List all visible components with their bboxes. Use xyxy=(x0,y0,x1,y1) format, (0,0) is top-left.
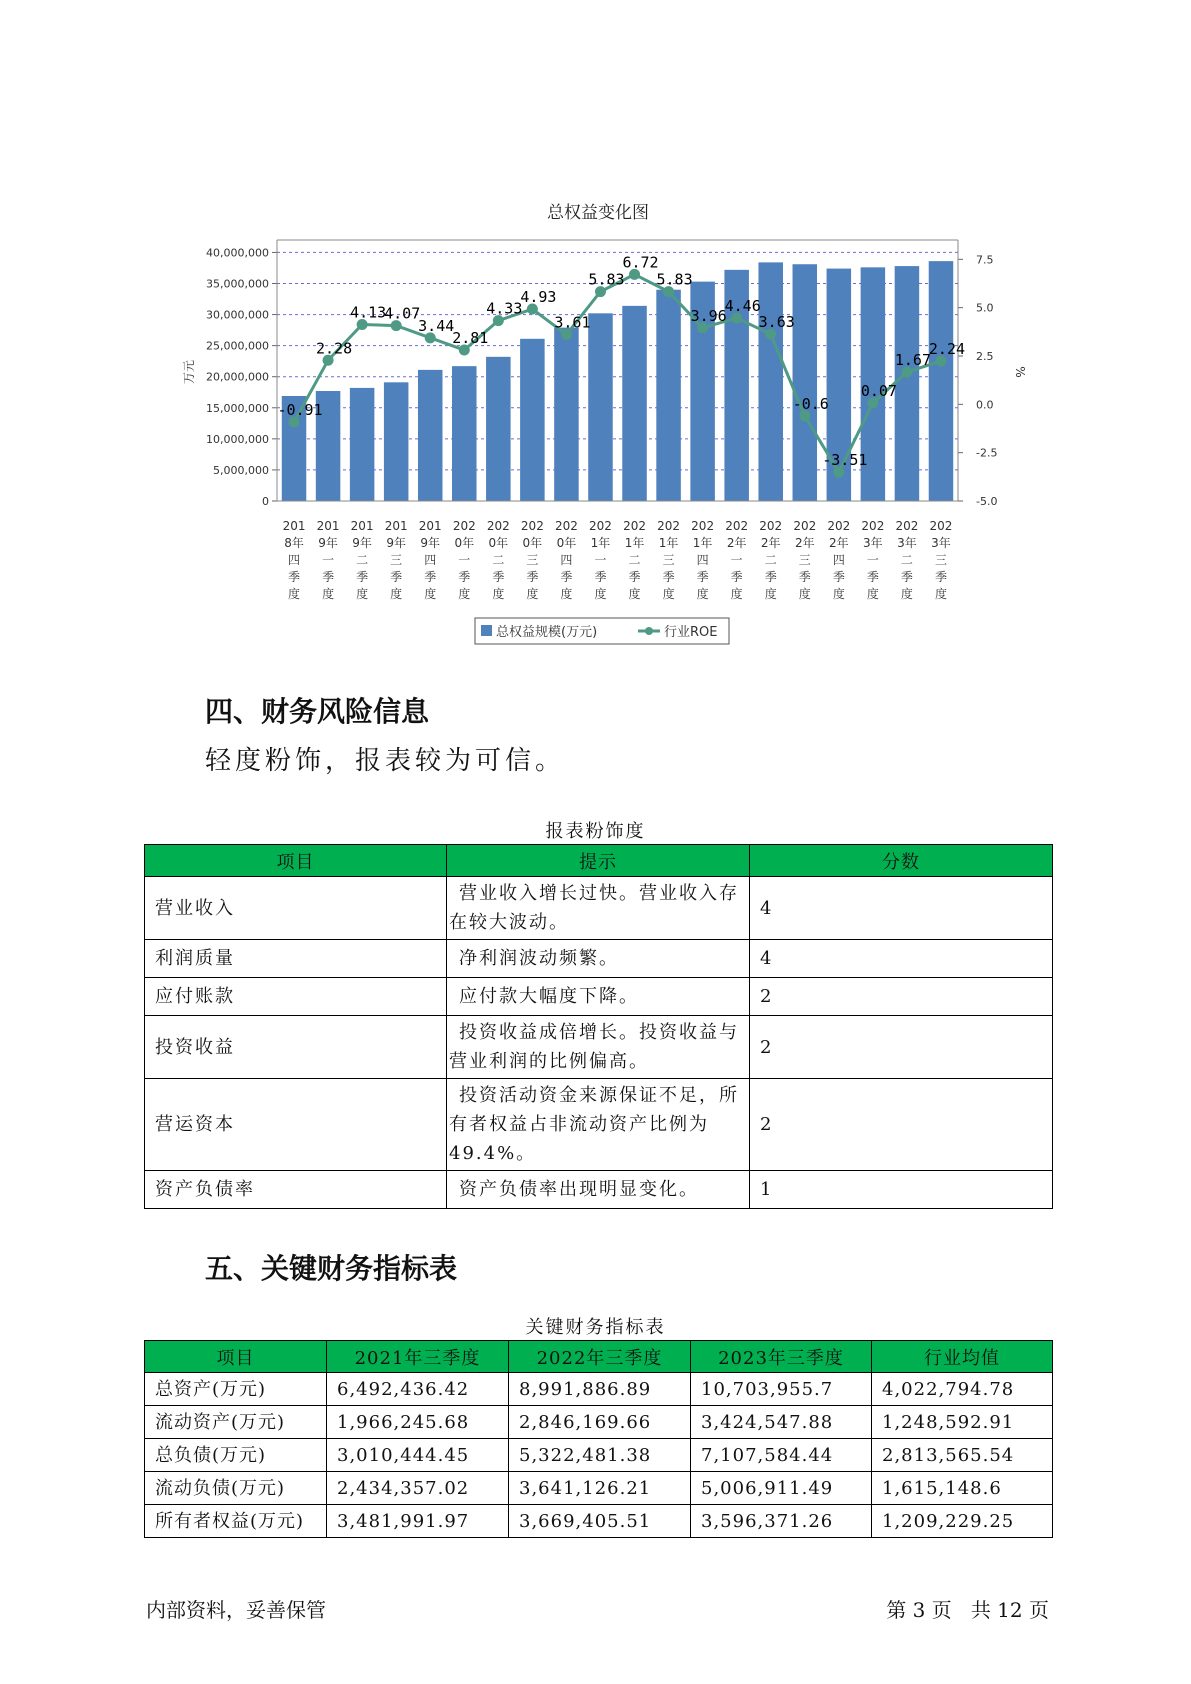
x-tick-label: 度 xyxy=(356,587,369,601)
legend-swatch-point xyxy=(645,627,653,635)
roe-data-label: 1.67 xyxy=(894,351,931,370)
table-row xyxy=(145,1016,1053,1079)
risk-summary-text: 轻度粉饰，报表较为可信。 xyxy=(205,746,566,776)
kpi-header: 2021年三季度 xyxy=(327,1341,509,1373)
x-tick-label: 201 xyxy=(282,519,306,533)
bar xyxy=(656,290,681,501)
x-tick-label: 二 xyxy=(764,553,777,567)
x-tick-label: 度 xyxy=(662,587,675,601)
x-tick-label: 季 xyxy=(390,570,403,584)
x-tick-label: 0年 xyxy=(556,536,577,550)
kpi-value: 4,022,794.78 xyxy=(872,1373,1053,1406)
bar xyxy=(622,306,647,501)
x-tick-label: 1年 xyxy=(624,536,645,550)
x-tick-label: 三 xyxy=(798,553,811,567)
x-tick-label: 季 xyxy=(764,570,777,584)
x-tick-label: 202 xyxy=(793,519,817,533)
x-tick-label: 季 xyxy=(424,570,437,584)
x-tick-label: 度 xyxy=(458,587,471,601)
x-tick-label: 季 xyxy=(526,570,539,584)
table-row xyxy=(145,1373,1053,1406)
table-row xyxy=(145,1505,1053,1538)
x-tick-label: 季 xyxy=(934,570,947,584)
x-tick-label: 201 xyxy=(418,519,442,533)
y2-tick-label: -2.5 xyxy=(976,446,998,460)
roe-data-label: -0.91 xyxy=(277,400,323,419)
bar xyxy=(588,313,613,501)
x-tick-label: 202 xyxy=(520,519,544,533)
x-tick-label: 202 xyxy=(691,519,715,533)
roe-data-label: 3.44 xyxy=(418,316,455,335)
roe-data-label: 3.96 xyxy=(690,306,727,325)
chart-title: 总权益变化图 xyxy=(547,203,649,223)
x-tick-label: 2年 xyxy=(829,536,849,550)
roe-data-label: 6.72 xyxy=(622,253,659,272)
x-tick-label: 四 xyxy=(560,553,573,567)
kpi-value: 10,703,955.7 xyxy=(691,1373,872,1406)
equity-chart-svg xyxy=(0,0,1191,660)
kpi-value: 1,615,148.6 xyxy=(872,1472,1053,1505)
x-tick-label: 3年 xyxy=(931,536,951,550)
y-tick-label: 15,000,000 xyxy=(206,401,269,415)
x-tick-label: 四 xyxy=(424,553,437,567)
x-tick-label: 2年 xyxy=(794,536,815,550)
risk-score: 4 xyxy=(750,940,1053,978)
y-tick-label: 25,000,000 xyxy=(206,339,269,353)
x-tick-label: 季 xyxy=(866,570,879,584)
x-tick-label: 3年 xyxy=(863,536,883,550)
risk-item: 营业收入 xyxy=(145,877,447,940)
x-tick-label: 202 xyxy=(657,519,681,533)
bar xyxy=(793,264,818,501)
kpi-item: 流动负债(万元) xyxy=(145,1472,327,1505)
x-tick-label: 202 xyxy=(589,519,612,533)
x-tick-label: 二 xyxy=(628,553,641,567)
kpi-value: 5,006,911.49 xyxy=(691,1472,872,1505)
risk-item: 资产负债率 xyxy=(145,1171,447,1209)
y-tick-label: 5,000,000 xyxy=(213,463,269,477)
x-tick-label: 季 xyxy=(288,570,301,584)
x-tick-label: 3年 xyxy=(897,536,917,550)
roe-data-label: 3.63 xyxy=(758,313,795,332)
x-tick-label: 一 xyxy=(866,553,879,567)
risk-table-header-row xyxy=(145,845,1053,877)
y-tick-label: 30,000,000 xyxy=(206,308,269,322)
bar xyxy=(486,357,511,501)
bar xyxy=(384,382,409,501)
x-tick-label: 季 xyxy=(560,570,573,584)
risk-item: 投资收益 xyxy=(145,1016,447,1079)
roe-data-label: 2.28 xyxy=(316,339,353,358)
x-tick-label: 季 xyxy=(492,570,505,584)
risk-header-item: 项目 xyxy=(145,845,447,877)
x-tick-label: 202 xyxy=(623,519,646,533)
kpi-item: 总资产(万元) xyxy=(145,1373,327,1406)
table-row xyxy=(145,1439,1053,1472)
y2-tick-label: 5.0 xyxy=(976,301,994,315)
x-tick-label: 二 xyxy=(492,553,505,567)
kpi-value: 7,107,584.44 xyxy=(691,1439,872,1472)
x-tick-label: 2年 xyxy=(726,536,747,550)
x-tick-label: 度 xyxy=(526,587,539,601)
x-tick-label: 三 xyxy=(390,553,403,567)
y2-tick-label: 7.5 xyxy=(976,253,994,267)
risk-item: 应付账款 xyxy=(145,978,447,1016)
risk-score: 1 xyxy=(750,1171,1053,1209)
x-tick-label: 度 xyxy=(492,587,505,601)
y-tick-label: 10,000,000 xyxy=(206,432,269,446)
y-axis-label: 万元 xyxy=(182,359,196,385)
x-tick-label: 季 xyxy=(594,570,607,584)
x-tick-label: 季 xyxy=(798,570,811,584)
x-tick-label: 度 xyxy=(798,587,811,601)
footer-note: 内部资料，妥善保管 xyxy=(146,1598,326,1622)
kpi-value: 1,966,245.68 xyxy=(327,1406,509,1439)
risk-score: 4 xyxy=(750,877,1053,940)
y2-tick-label: 2.5 xyxy=(976,350,994,363)
bar xyxy=(350,388,375,501)
roe-data-label: -3.51 xyxy=(822,451,868,470)
kpi-header: 2023年三季度 xyxy=(691,1341,872,1373)
risk-header-hint: 提示 xyxy=(447,845,750,877)
kpi-header: 行业均值 xyxy=(872,1341,1053,1373)
bar xyxy=(554,328,579,501)
x-tick-label: 季 xyxy=(322,570,335,584)
kpi-value: 1,248,592.91 xyxy=(872,1406,1053,1439)
bar xyxy=(452,366,477,501)
table-row xyxy=(145,1171,1053,1209)
x-tick-label: 季 xyxy=(730,570,743,584)
kpi-value: 1,209,229.25 xyxy=(872,1505,1053,1538)
y-tick-label: 40,000,000 xyxy=(206,246,269,260)
kpi-value: 3,669,405.51 xyxy=(509,1505,691,1538)
table-row xyxy=(145,877,1053,940)
risk-header-score: 分数 xyxy=(750,845,1053,877)
risk-hint: 应付款大幅度下降。 xyxy=(447,978,750,1016)
kpi-table-header-row xyxy=(145,1341,1053,1373)
kpi-value: 8,991,886.89 xyxy=(509,1373,691,1406)
bar xyxy=(758,262,783,501)
x-tick-label: 季 xyxy=(628,570,641,584)
risk-score: 2 xyxy=(750,1016,1053,1079)
risk-table-caption: 报表粉饰度 xyxy=(545,821,646,842)
x-tick-label: 1年 xyxy=(658,536,679,550)
table-row xyxy=(145,978,1053,1016)
kpi-value: 5,322,481.38 xyxy=(509,1439,691,1472)
legend-label-bar: 总权益规模(万元) xyxy=(496,625,598,640)
x-tick-label: 度 xyxy=(424,587,437,601)
bar xyxy=(895,266,920,501)
kpi-value: 6,492,436.42 xyxy=(327,1373,509,1406)
x-tick-label: 度 xyxy=(594,587,607,601)
kpi-header: 项目 xyxy=(145,1341,327,1373)
y2-tick-label: -5.0 xyxy=(976,495,998,508)
x-tick-label: 度 xyxy=(322,587,335,601)
legend-swatch-bar xyxy=(481,625,492,636)
roe-data-label: 4.46 xyxy=(724,297,761,316)
x-tick-label: 202 xyxy=(861,519,885,533)
x-tick-label: 度 xyxy=(288,587,301,601)
y-tick-label: 0 xyxy=(262,495,269,508)
x-tick-label: 0年 xyxy=(488,536,509,550)
x-tick-label: 三 xyxy=(662,553,675,567)
x-tick-label: 二 xyxy=(356,553,369,567)
kpi-value: 2,846,169.66 xyxy=(509,1406,691,1439)
kpi-item: 流动资产(万元) xyxy=(145,1406,327,1439)
x-tick-label: 季 xyxy=(832,570,845,584)
roe-data-label: 4.33 xyxy=(486,299,523,318)
kpi-table xyxy=(144,1340,1053,1538)
x-tick-label: 季 xyxy=(662,570,675,584)
risk-hint: 营业收入增长过快。营业收入存在较大波动。 xyxy=(447,877,750,940)
x-tick-label: 202 xyxy=(895,519,919,533)
x-tick-label: 度 xyxy=(866,587,879,601)
kpi-item: 总负债(万元) xyxy=(145,1439,327,1472)
bar xyxy=(418,370,443,501)
bar xyxy=(929,261,954,501)
roe-data-label: 4.93 xyxy=(520,288,557,307)
x-tick-label: 201 xyxy=(316,519,340,533)
x-tick-label: 201 xyxy=(350,519,374,533)
kpi-value: 2,434,357.02 xyxy=(327,1472,509,1505)
x-tick-label: 度 xyxy=(900,587,913,601)
kpi-value: 3,424,547.88 xyxy=(691,1406,872,1439)
roe-data-label: 4.13 xyxy=(350,303,387,322)
x-tick-label: 季 xyxy=(696,570,709,584)
risk-item: 利润质量 xyxy=(145,940,447,978)
kpi-table-caption: 关键财务指标表 xyxy=(525,1317,666,1338)
x-tick-label: 8年 xyxy=(284,536,304,550)
x-tick-label: 度 xyxy=(628,587,641,601)
x-tick-label: 9年 xyxy=(386,536,406,550)
kpi-value: 3,596,371.26 xyxy=(691,1505,872,1538)
roe-data-label: 2.24 xyxy=(928,340,966,359)
kpi-value: 2,813,565.54 xyxy=(872,1439,1053,1472)
x-tick-label: 度 xyxy=(764,587,777,601)
kpi-value: 3,641,126.21 xyxy=(509,1472,691,1505)
x-tick-label: 一 xyxy=(730,553,743,567)
bar xyxy=(520,339,545,501)
kpi-value: 3,010,444.45 xyxy=(327,1439,509,1472)
x-tick-label: 一 xyxy=(458,553,471,567)
x-tick-label: 度 xyxy=(696,587,709,601)
x-tick-label: 一 xyxy=(322,553,335,567)
roe-data-label: -0.6 xyxy=(792,394,829,413)
legend-label-line: 行业ROE xyxy=(664,625,718,640)
x-tick-label: 201 xyxy=(384,519,408,533)
roe-data-label: 4.07 xyxy=(384,304,421,323)
table-row xyxy=(145,1472,1053,1505)
risk-hint: 净利润波动频繁。 xyxy=(447,940,750,978)
x-tick-label: 202 xyxy=(452,519,476,533)
x-tick-label: 四 xyxy=(288,553,301,567)
x-tick-label: 季 xyxy=(900,570,913,584)
x-tick-label: 季 xyxy=(458,570,471,584)
roe-data-label: 5.83 xyxy=(588,270,625,289)
y-tick-label: 20,000,000 xyxy=(206,370,269,384)
kpi-item: 所有者权益(万元) xyxy=(145,1505,327,1538)
kpi-header: 2022年三季度 xyxy=(509,1341,691,1373)
x-tick-label: 0年 xyxy=(454,536,475,550)
x-tick-label: 202 xyxy=(827,519,851,533)
risk-hint: 投资收益成倍增长。投资收益与营业利润的比例偏高。 xyxy=(447,1016,750,1079)
x-tick-label: 1年 xyxy=(692,536,713,550)
x-tick-label: 202 xyxy=(759,519,783,533)
x-tick-label: 9年 xyxy=(420,536,441,550)
x-tick-label: 9年 xyxy=(352,536,372,550)
table-row xyxy=(145,1079,1053,1171)
x-tick-label: 0年 xyxy=(522,536,543,550)
x-tick-label: 季 xyxy=(356,570,369,584)
table-row xyxy=(145,1406,1053,1439)
x-tick-label: 三 xyxy=(526,553,539,567)
x-tick-label: 度 xyxy=(730,587,743,601)
x-tick-label: 202 xyxy=(486,519,510,533)
y2-axis-label: % xyxy=(1013,366,1027,378)
roe-data-label: 5.83 xyxy=(656,270,693,289)
risk-score: 2 xyxy=(750,1079,1053,1171)
x-tick-label: 度 xyxy=(390,587,403,601)
risk-hint: 资产负债率出现明显变化。 xyxy=(447,1171,750,1209)
x-tick-label: 度 xyxy=(560,587,573,601)
kpi-section-title: 五、关键财务指标表 xyxy=(205,1252,458,1285)
x-tick-label: 202 xyxy=(554,519,578,533)
risk-section-title: 四、财务风险信息 xyxy=(205,695,430,728)
x-tick-label: 三 xyxy=(934,553,947,567)
x-tick-label: 四 xyxy=(832,553,845,567)
risk-hint: 投资活动资金来源保证不足，所有者权益占非流动资产比例为49.4%。 xyxy=(447,1079,750,1171)
roe-data-label: 3.61 xyxy=(554,313,591,332)
y-tick-label: 35,000,000 xyxy=(206,277,269,291)
x-tick-label: 1年 xyxy=(590,536,611,550)
risk-item: 营运资本 xyxy=(145,1079,447,1171)
roe-data-label: 2.81 xyxy=(452,329,489,348)
x-tick-label: 四 xyxy=(696,553,709,567)
x-tick-label: 2年 xyxy=(760,536,781,550)
risk-score: 2 xyxy=(750,978,1053,1016)
page-number: 第 3 页 共 12 页 xyxy=(886,1598,1049,1622)
x-tick-label: 度 xyxy=(832,587,845,601)
x-tick-label: 202 xyxy=(725,519,749,533)
risk-table xyxy=(144,844,1053,1209)
x-tick-label: 9年 xyxy=(318,536,338,550)
x-tick-label: 一 xyxy=(594,553,607,567)
kpi-value: 3,481,991.97 xyxy=(327,1505,509,1538)
equity-chart xyxy=(0,0,1191,660)
x-tick-label: 二 xyxy=(900,553,913,567)
x-tick-label: 度 xyxy=(934,587,947,601)
table-row xyxy=(145,940,1053,978)
roe-data-label: 0.07 xyxy=(860,381,897,400)
x-tick-label: 202 xyxy=(929,519,953,533)
y2-tick-label: 0.0 xyxy=(976,398,994,412)
